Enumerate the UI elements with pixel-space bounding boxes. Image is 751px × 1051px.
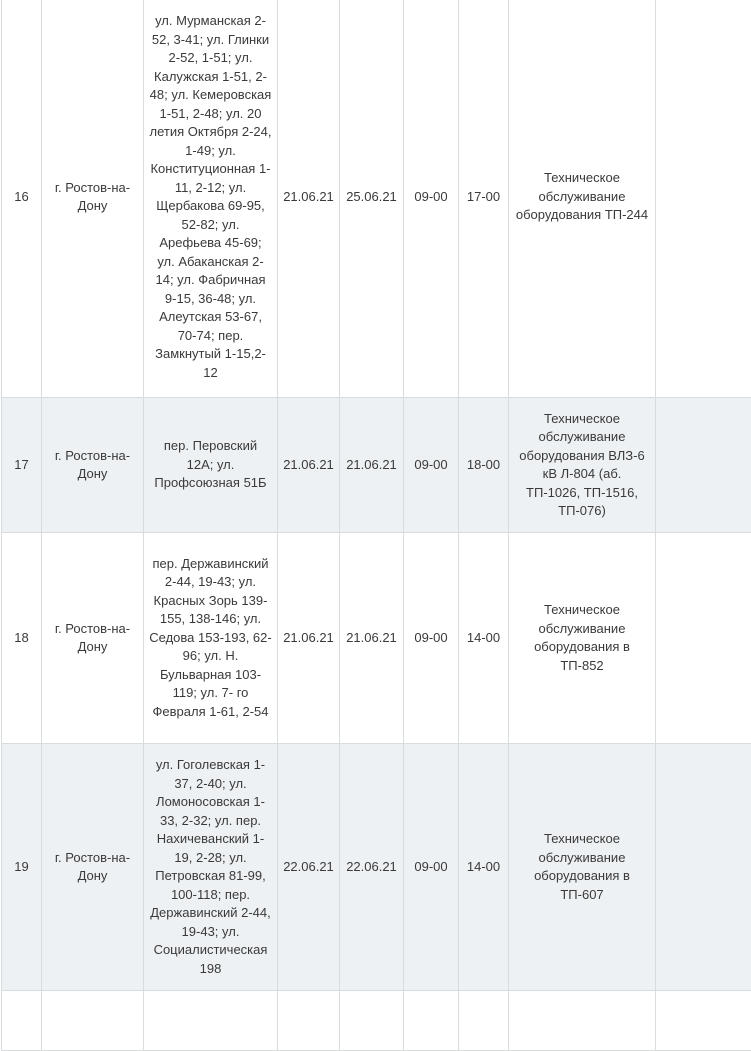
end-time-cell: 14-00 — [459, 533, 509, 744]
start-time-cell: 09-00 — [404, 533, 459, 744]
city-cell: г. Ростов-на-Дону — [42, 398, 144, 533]
row-number: 19 — [2, 744, 42, 991]
table-row — [2, 0, 751, 398]
end-date-cell: 25.06.21 — [340, 0, 404, 398]
addresses-cell: ул. Мурманская 2-52, 3-41; ул. Глинки 2-52, 1-51; ул. Калужская 1-51, 2-48; ул. Кемеровская 1-51, 2-48; ул. 20 летия Октября 2-24, 1-49; ул. Конституционная 1-11, 2-12; ул. Щербакова 69-95, 52-82; ул. Арефьева 45-69; ул. Абаканская 2-14; ул. Фабричная 9-15, 36-48; ул. Алеутская 53-67, 70-74; пер. Замкнутый 1-15,2-12 — [144, 0, 278, 398]
start-date-cell: 21.06.21 — [278, 533, 340, 744]
note-cell — [656, 398, 751, 533]
start-date-cell: 21.06.21 — [278, 0, 340, 398]
table-row — [2, 533, 751, 744]
reason-cell: Техническое обслуживание оборудования ВЛЗ-6 кВ Л-804 (аб. ТП-1026, ТП-1516, ТП-076) — [509, 398, 656, 533]
row-number: 17 — [2, 398, 42, 533]
start-time-cell: 09-00 — [404, 398, 459, 533]
addresses-cell: пер. Державинский 2-44, 19-43; ул. Красных Зорь 139-155, 138-146; ул. Седова 153-193, 62-96; ул. Н. Бульварная 103-119; ул. 7- го Февраля 1-61, 2-54 — [144, 533, 278, 744]
row-number: 16 — [2, 0, 42, 398]
reason-cell: Техническое обслуживание оборудования ТП-244 — [509, 0, 656, 398]
end-date-cell: 22.06.21 — [340, 744, 404, 991]
note-cell — [656, 744, 751, 991]
addresses-cell: пер. Перовский 12А; ул. Профсоюзная 51Б — [144, 398, 278, 533]
end-time-cell: 18-00 — [459, 398, 509, 533]
table-row — [2, 744, 751, 991]
city-cell: г. Ростов-на-Дону — [42, 533, 144, 744]
outage-schedule-table — [1, 0, 751, 1051]
start-date-cell: 22.06.21 — [278, 744, 340, 991]
addresses-cell: ул. Гоголевская 1-37, 2-40; ул. Ломоносовская 1-33, 2-32; ул. пер. Нахичеванский 1-19, 2-28; ул. Петровская 81-99, 100-118; пер. Державинский 2-44, 19-43; ул. Социалистическая 198 — [144, 744, 278, 991]
end-time-cell: 17-00 — [459, 0, 509, 398]
start-date-cell: 21.06.21 — [278, 398, 340, 533]
note-cell — [656, 533, 751, 744]
city-cell: г. Ростов-на-Дону — [42, 0, 144, 398]
note-cell — [656, 0, 751, 398]
table-row — [2, 398, 751, 533]
city-cell: г. Ростов-на-Дону — [42, 744, 144, 991]
reason-cell: Техническое обслуживание оборудования в ТП-852 — [509, 533, 656, 744]
end-time-cell: 14-00 — [459, 744, 509, 991]
row-number: 18 — [2, 533, 42, 744]
start-time-cell: 09-00 — [404, 0, 459, 398]
reason-cell: Техническое обслуживание оборудования в ТП-607 — [509, 744, 656, 991]
end-date-cell: 21.06.21 — [340, 533, 404, 744]
end-date-cell: 21.06.21 — [340, 398, 404, 533]
start-time-cell: 09-00 — [404, 744, 459, 991]
